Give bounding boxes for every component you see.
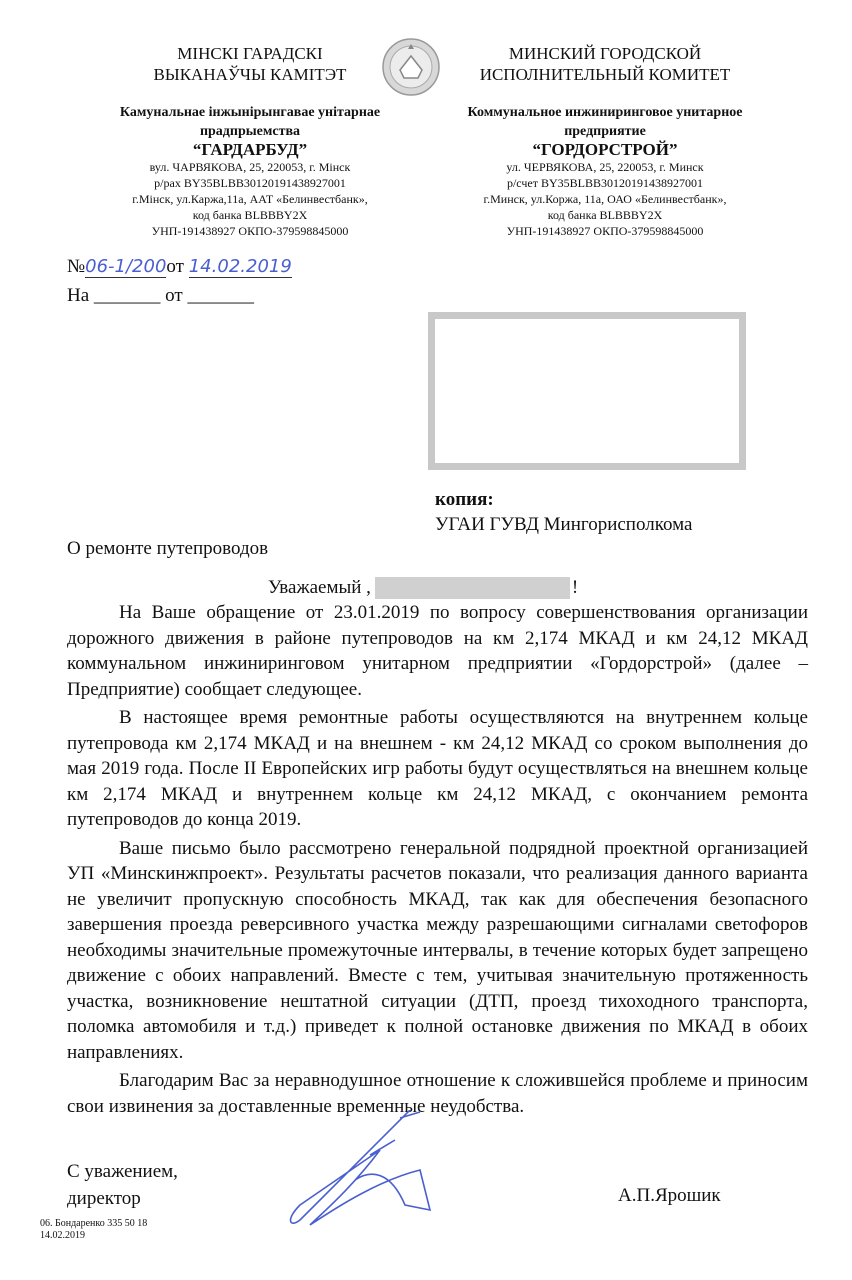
body-paragraph: Ваше письмо было рассмотрено генеральной подрядной проектной организацией УП «Минскинжпроект». Результаты расчетов показали, что реализация данного варианта не увеличит пропускную способность МКАД, так как для обеспечения безопасного завершения проезда реверсивного участка между разрешающими сигналами светофоров необходимы значительные промежуточные интервалы, в течение которых будет запрещено движение с обоих направлений. Вместе с тем, учитывая значительную протяженность участка, возникновение нештатной ситуации (ДТП, проезд тихоходного транспорта, поломка автомобиля и т.д.) приведет к полной остановке движения по МКАД в обоих направлениях. bbox=[67, 837, 808, 1063]
left-title-line: МІНСКІ ГАРАДСКІ bbox=[177, 44, 323, 63]
subject-line: О ремонте путепроводов bbox=[67, 538, 269, 559]
left-organization-block bbox=[60, 103, 440, 239]
address-line: р/рах BY35BLBB30120191438927001 bbox=[154, 176, 346, 190]
number-label: № bbox=[67, 256, 86, 277]
body-paragraph: В настоящее время ремонтные работы осуществляются на внутреннем кольце путепровода км 2,174 МКАД и на внешнем - км 24,12 МКАД со сроком выполнения до мая 2019 года. После II Европейских игр работы будут осуществляться на внешнем кольце км 2,174 МКАД и внутреннем кольце км 24,12 МКАД, с окончанием ремонта путепроводов до конца 2019. bbox=[67, 707, 808, 830]
executor-note bbox=[40, 1218, 147, 1242]
org-name: Камунальнае інжынірынгавае унітарнае bbox=[119, 105, 381, 120]
address-line: код банка BLBBBY2X bbox=[192, 208, 308, 222]
body-paragraph: Благодарим Вас за неравнодушное отношение к сложившейся проблеме и приносим свои извинения за доставленные временные неудобства. bbox=[67, 1070, 808, 1117]
copy-label: копия: bbox=[435, 489, 494, 510]
redacted-name bbox=[375, 577, 570, 599]
address-line: УНП-191438927 ОКПО-379598845000 bbox=[151, 224, 349, 238]
address-line: ул. ЧЕРВЯКОВА, 25, 220053, г. Минск bbox=[506, 160, 704, 174]
handwritten-number: 06-1/200 bbox=[85, 256, 167, 277]
left-authority-title bbox=[100, 43, 400, 85]
reference-number-line bbox=[67, 256, 292, 278]
signature-icon bbox=[260, 1110, 460, 1230]
signatory-name: А.П.Ярошик bbox=[618, 1185, 721, 1206]
address-line: УНП-191438927 ОКПО-379598845000 bbox=[506, 224, 704, 238]
address-line: код банка BLBBBY2X bbox=[547, 208, 663, 222]
letter-body bbox=[67, 600, 808, 1119]
address-line: г.Минск, ул.Коржа, 11а, ОАО «Белинвестбанк», bbox=[483, 192, 727, 206]
executor-date: 14.02.2019 bbox=[40, 1230, 85, 1241]
greeting-line bbox=[268, 577, 578, 599]
org-name: прадпрыемства bbox=[199, 124, 301, 139]
closing-block bbox=[67, 1158, 178, 1212]
greeting-suffix: ! bbox=[571, 577, 579, 598]
greeting-prefix: Уважаемый , bbox=[268, 577, 371, 598]
in-reply-to-line: На _______ от _______ bbox=[67, 285, 254, 306]
redacted-addressee-box bbox=[428, 312, 746, 470]
org-short-name: “ГАРДАРБУД” bbox=[192, 140, 308, 159]
right-title-line: МИНСКИЙ ГОРОДСКОЙ bbox=[508, 44, 702, 63]
from-label: от bbox=[166, 256, 184, 277]
address-line: р/счет BY35BLBB30120191438927001 bbox=[506, 176, 704, 190]
executor-contact: 06. Бондаренко 335 50 18 bbox=[40, 1218, 148, 1229]
org-name: предприятие bbox=[564, 124, 646, 139]
org-short-name: “ГОРДОРСТРОЙ” bbox=[532, 140, 678, 159]
left-title-line: ВЫКАНАЎЧЫ КАМІТЭТ bbox=[153, 65, 347, 84]
address-line: г.Мінск, ул.Каржа,11а, ААТ «Белинвестбанк», bbox=[132, 192, 368, 206]
body-paragraph: На Ваше обращение от 23.01.2019 по вопросу совершенствования организации дорожного движения в районе путепроводов на км 2,174 МКАД и км 24,12 МКАД коммунальном инжиниринговом унитарном предприятии «Гордорстрой» (далее – Предприятие) сообщает следующее. bbox=[67, 602, 808, 700]
closing-regards: С уважением, bbox=[67, 1161, 178, 1182]
address-line: вул. ЧАРВЯКОВА, 25, 220053, г. Мінск bbox=[149, 160, 351, 174]
closing-position: директор bbox=[67, 1188, 141, 1209]
right-authority-title bbox=[455, 43, 755, 85]
coat-of-arms-emblem-icon bbox=[380, 36, 442, 98]
handwritten-date: 14.02.2019 bbox=[188, 256, 292, 277]
copy-recipient: УГАИ ГУВД Мингорисполкома bbox=[435, 514, 693, 535]
right-organization-block bbox=[425, 103, 785, 239]
right-title-line: ИСПОЛНИТЕЛЬНЫЙ КОМИТЕТ bbox=[479, 65, 731, 84]
org-name: Коммунальное инжиниринговое унитарное bbox=[467, 105, 743, 120]
